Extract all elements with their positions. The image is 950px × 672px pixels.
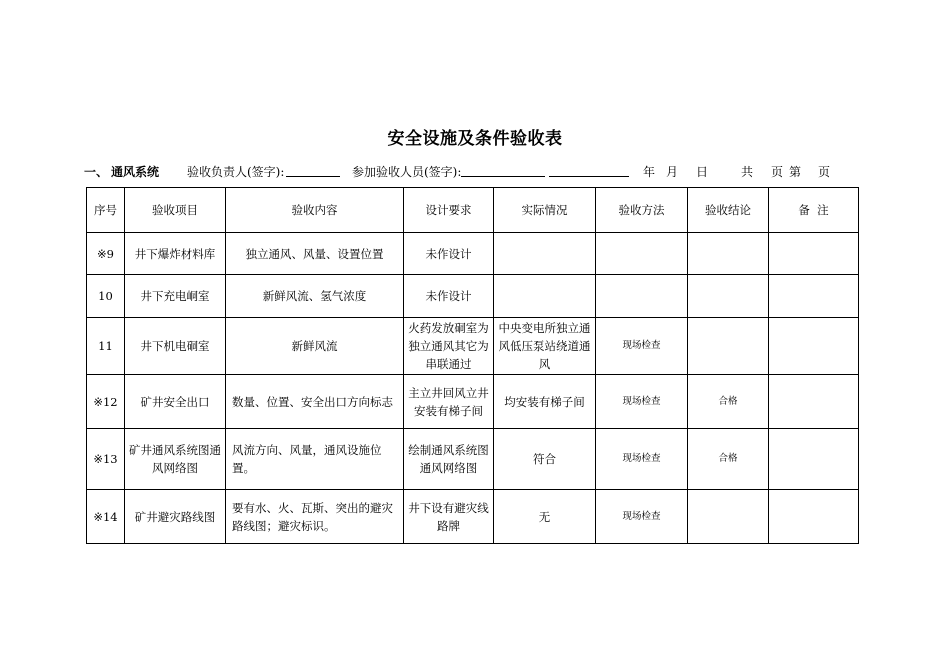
item-cell: 井下爆炸材料库 bbox=[125, 233, 226, 275]
row-number: 11 bbox=[87, 318, 125, 375]
table-row bbox=[87, 429, 859, 490]
header-cell: 验收结论 bbox=[688, 188, 769, 233]
participants-label: 参加验收人员(签字): bbox=[352, 165, 462, 179]
responsible-label: 验收负责人(签字): bbox=[187, 165, 285, 179]
participants-signature-field-1[interactable] bbox=[461, 164, 545, 180]
method-cell[interactable]: 现场检查 bbox=[596, 429, 688, 490]
design-requirement-cell: 井下设有避灾线路牌 bbox=[404, 490, 494, 544]
item-cell: 矿井通风系统图通风网络图 bbox=[125, 429, 226, 490]
section-name: 通风系统 bbox=[111, 165, 160, 179]
actual-condition-cell[interactable]: 均安装有梯子间 bbox=[494, 375, 596, 429]
header-cell: 验收内容 bbox=[226, 188, 404, 233]
signature-line bbox=[0, 164, 950, 180]
item-cell: 井下机电硐室 bbox=[125, 318, 226, 375]
row-number: 10 bbox=[87, 275, 125, 318]
content-cell: 要有水、火、瓦斯、突出的避灾路线图；避灾标识。 bbox=[226, 490, 404, 544]
design-requirement-cell: 未作设计 bbox=[404, 275, 494, 318]
conclusion-cell[interactable]: 合格 bbox=[688, 375, 769, 429]
conclusion-cell[interactable] bbox=[688, 275, 769, 318]
method-cell[interactable] bbox=[596, 275, 688, 318]
remarks-cell[interactable] bbox=[769, 275, 859, 318]
remarks-cell[interactable] bbox=[769, 318, 859, 375]
conclusion-cell[interactable] bbox=[688, 318, 769, 375]
year-label: 年 bbox=[643, 165, 656, 179]
header-cell: 验收方法 bbox=[596, 188, 688, 233]
method-cell[interactable]: 现场检查 bbox=[596, 490, 688, 544]
conclusion-cell[interactable]: 合格 bbox=[688, 429, 769, 490]
page-number-label: 第 bbox=[789, 165, 802, 179]
actual-condition-cell[interactable]: 无 bbox=[494, 490, 596, 544]
page-suffix-label: 页 bbox=[818, 165, 831, 179]
table-row bbox=[87, 375, 859, 429]
table-row bbox=[87, 233, 859, 275]
remarks-cell[interactable] bbox=[769, 375, 859, 429]
content-cell: 新鲜风流、氢气浓度 bbox=[226, 275, 404, 318]
pages-label: 页 bbox=[771, 165, 784, 179]
header-cell: 备 注 bbox=[769, 188, 859, 233]
month-label: 月 bbox=[666, 165, 679, 179]
table-row bbox=[87, 275, 859, 318]
actual-condition-cell[interactable] bbox=[494, 275, 596, 318]
remarks-cell[interactable] bbox=[769, 429, 859, 490]
header-cell: 序号 bbox=[87, 188, 125, 233]
item-cell: 井下充电峒室 bbox=[125, 275, 226, 318]
actual-condition-cell[interactable] bbox=[494, 233, 596, 275]
header-cell: 设计要求 bbox=[404, 188, 494, 233]
design-requirement-cell: 未作设计 bbox=[404, 233, 494, 275]
content-cell: 数量、位置、安全出口方向标志 bbox=[226, 375, 404, 429]
participants-signature-field-2[interactable] bbox=[549, 164, 629, 180]
row-number: ※14 bbox=[87, 490, 125, 544]
table-row bbox=[87, 490, 859, 544]
actual-condition-cell[interactable]: 符合 bbox=[494, 429, 596, 490]
acceptance-table bbox=[86, 187, 859, 544]
header-cell: 实际情况 bbox=[494, 188, 596, 233]
content-cell: 新鲜风流 bbox=[226, 318, 404, 375]
method-cell[interactable]: 现场检查 bbox=[596, 375, 688, 429]
section-number: 一、 bbox=[84, 165, 109, 179]
remarks-cell[interactable] bbox=[769, 233, 859, 275]
conclusion-cell[interactable] bbox=[688, 233, 769, 275]
page-title: 安全设施及条件验收表 bbox=[387, 129, 563, 149]
design-requirement-cell: 主立井回风立井安装有梯子间 bbox=[404, 375, 494, 429]
table-header-row bbox=[87, 188, 859, 233]
day-label: 日 bbox=[696, 165, 709, 179]
item-cell: 矿井避灾路线图 bbox=[125, 490, 226, 544]
item-cell: 矿井安全出口 bbox=[125, 375, 226, 429]
row-number: ※12 bbox=[87, 375, 125, 429]
header-cell: 验收项目 bbox=[125, 188, 226, 233]
method-cell[interactable] bbox=[596, 233, 688, 275]
content-cell: 风流方向、风量，通风设施位置。 bbox=[226, 429, 404, 490]
row-number: ※13 bbox=[87, 429, 125, 490]
content-cell: 独立通风、风量、设置位置 bbox=[226, 233, 404, 275]
total-label: 共 bbox=[741, 165, 754, 179]
design-requirement-cell: 绘制通风系统图通风网络图 bbox=[404, 429, 494, 490]
conclusion-cell[interactable] bbox=[688, 490, 769, 544]
method-cell[interactable]: 现场检查 bbox=[596, 318, 688, 375]
responsible-signature-field[interactable] bbox=[286, 164, 340, 180]
remarks-cell[interactable] bbox=[769, 490, 859, 544]
row-number: ※9 bbox=[87, 233, 125, 275]
table-row bbox=[87, 318, 859, 375]
actual-condition-cell[interactable]: 中央变电所独立通风低压泵站绕道通风 bbox=[494, 318, 596, 375]
design-requirement-cell: 火药发放硐室为独立通风其它为串联通过 bbox=[404, 318, 494, 375]
